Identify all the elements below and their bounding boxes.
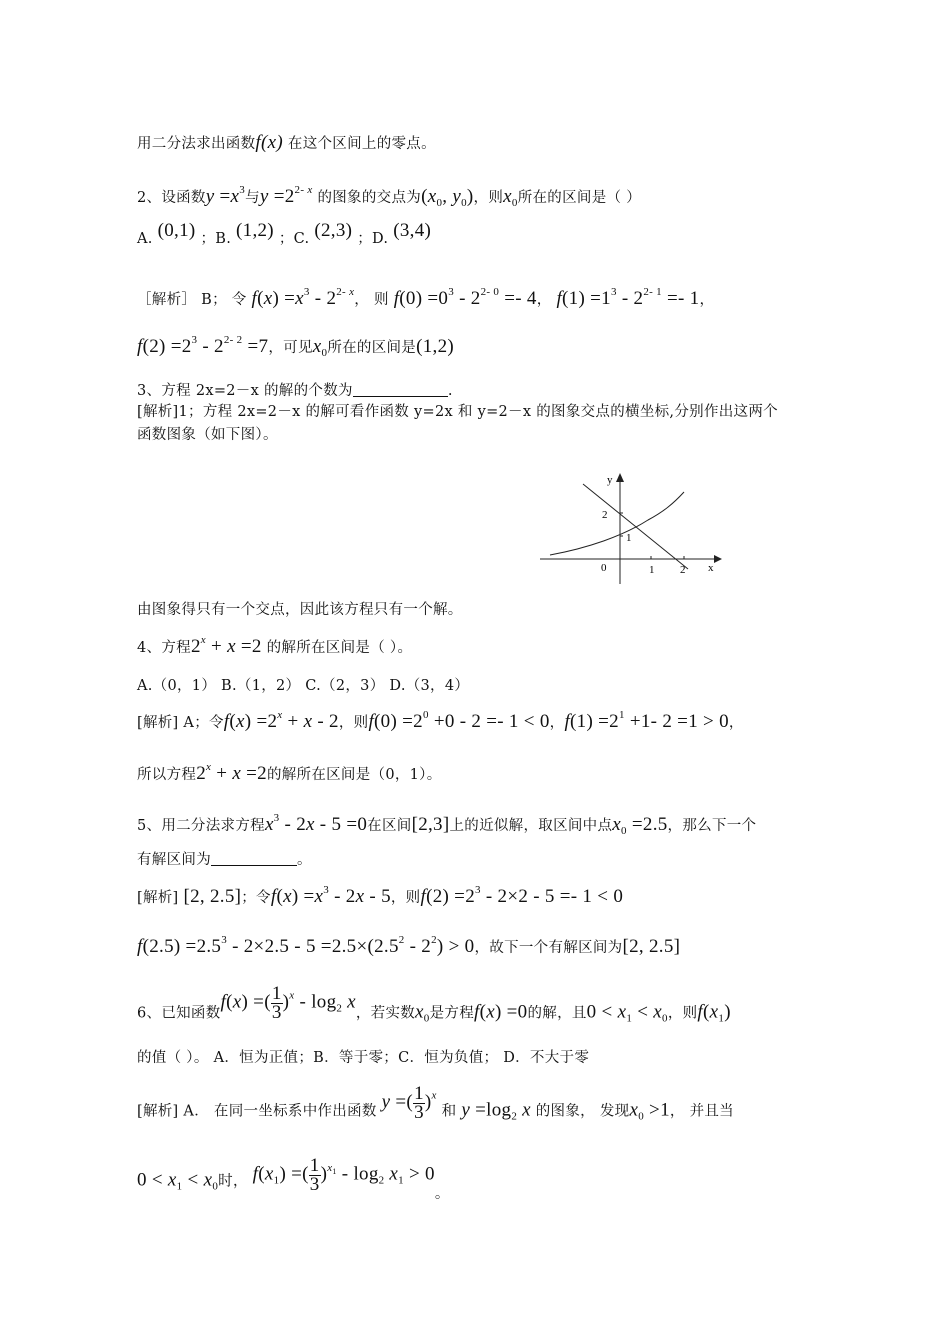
x-tick-1: 1 <box>649 564 655 576</box>
question-3: 3、方程 2x=2－x 的解的个数为 . <box>137 383 453 399</box>
question-6: 6、已知函数f(x) =( $\frac{1}{3}$ )$^x - \log_2 x$，若实数$x_0$是方程f(x) =0的解，且$0 < x_1 < x_0$，则$f(x_1)$ <box>137 983 731 1025</box>
formula-fx: f(x) <box>255 132 283 153</box>
y-axis-arrow <box>616 473 624 482</box>
answer-3-line-2: 函数图象（如下图）。 <box>137 427 278 443</box>
answer-4-line-1: [解析] A；令$f(x) =2^x + x - 2$，则$f(0) =2^0 +0 - 2 =- 1 < 0$，$f(1) =2^1 +1-$ 2 =1 > 0， <box>137 709 744 732</box>
origin-label: 0 <box>601 562 607 574</box>
question-6-options: 的值（ ）。 A．恒为正值；B．等于零；C．恒为负值； D．不大于零 <box>137 1050 590 1066</box>
answer-2-line-1: ［解析］ B； 令 $f(x) =x^3 - 2^{2- x}$， 则 $f(0) =0^3 - 2^{2- 0} =- 4$， $f(1) =1^3 - 2^{2- 1} =- 1$， <box>137 286 715 309</box>
answer-6-line-2: $0 < x_1 < x_0$时， $f(x_1)$ =( $\frac{1}{3}$ )$^{x_1} - \log_2 x_1 > 0$。 <box>137 1155 450 1202</box>
y-tick-1: 1 <box>626 532 632 544</box>
y-label: y <box>607 474 613 486</box>
question-4: 4、方程$2^x + x =2$ 的解所在区间是（ ）。 <box>137 634 413 657</box>
formula-y-x3: y <box>205 186 215 207</box>
x-tick-2: 2 <box>680 564 686 576</box>
question-5-line-2: 有解区间为 。 <box>137 852 312 868</box>
answer-2-line-2: $f(2) =2^3 - 2^{2- 2} =7$，可见$x_0$所在的区间是(1,2) <box>137 334 455 359</box>
x-axis-arrow <box>714 555 722 563</box>
answer-blank <box>353 382 448 397</box>
line-1: 用二分法求出函数f(x) 在这个区间上的零点。 <box>137 132 436 153</box>
question-2-options: A. (0,1) ；B. (1,2) ；C. (2,3) ；D. (3,4) <box>137 220 432 247</box>
question-4-options: A.（0，1） B.（1，2） C.（2，3） D.（3，4） <box>137 678 470 694</box>
y-tick-2: 2 <box>602 509 608 521</box>
answer-4-line-2: 所以方程$2^x + x =2$的解所在区间是（0，1）。 <box>137 761 442 784</box>
line-2-minus-x <box>583 484 688 569</box>
answer-3-line-3: 由图象得只有一个交点，因此该方程只有一个解。 <box>137 602 463 618</box>
answer-5-line-2: $f(2.5) =2.5^3 - 2\times 2.5 - 5 =2.5\times(2.5^2 - 2^2) > 0$，故下一个有解区间为[2, 2.5] <box>137 934 681 957</box>
answer-6-line-1: [解析] A． 在同一坐标系中作出函数 y =( $\frac{1}{3}$ )$^x$ 和 $y =\log_2$ x 的图象， 发现$x_0 >1$， 并且当 <box>137 1083 734 1123</box>
answer-3-line-1: [解析]1；方程 2x=2－x 的解可看作函数 y=2x 和 y=2－x 的图象交点的横坐标,分别作出这两个 <box>137 404 778 420</box>
answer-blank <box>211 851 297 866</box>
intersection-graph <box>538 470 723 585</box>
question-2: 2、设函数$y =x^3$与$y =2^{2- x}$ 的图象的交点为($x_0$, $y_0$)，则$x_0$所在的区间是（ ） <box>137 184 642 209</box>
x-label: x <box>708 562 714 574</box>
question-5: 5、用二分法求方程$x^3 - 2x - 5 =0$在区间[2,3]上的近似解，取区间中点$x_0 =2.5$，那么下一个 <box>137 812 757 837</box>
answer-5-line-1: [解析] [2, 2.5]；令$f(x) =x^3 - 2x - 5$，则$f(2) =2^3 - 2\times 2 - 5 =- 1 < 0$ <box>137 884 624 907</box>
exponential-curve <box>550 492 684 555</box>
